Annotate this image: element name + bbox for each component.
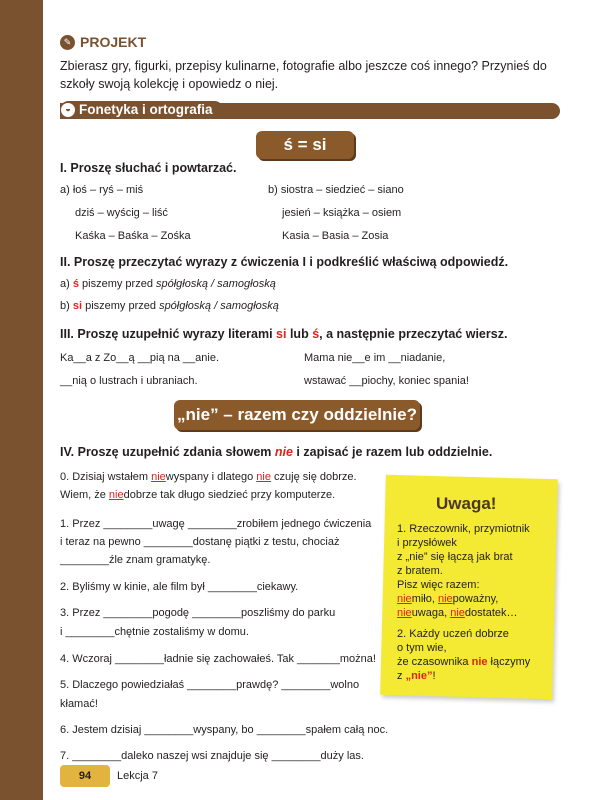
page-number: 94 <box>60 765 110 787</box>
ear-icon: ◒ <box>61 103 75 117</box>
ex4-sentence-4[interactable]: 4. Wczoraj ________ładnie się zachowałeś. Tak _______można! <box>60 653 376 665</box>
s0b-1: Wiem, że <box>60 489 109 501</box>
uw-nie-4: nie <box>450 607 465 619</box>
ex4-title-part2: i zapisać je razem lub oddzielnie. <box>292 445 493 459</box>
uwaga-p2c <box>397 656 530 668</box>
s0b-3: dobrze tak długo siedzieć przy komputerze. <box>123 489 336 501</box>
ex3-right-line2[interactable]: wstawać __piochy, koniec spania! <box>304 375 469 387</box>
uw-ex-c: uwaga, <box>411 607 451 619</box>
uw-p2c-1: że czasownika <box>397 656 472 668</box>
ex2-b-mid: piszemy przed <box>82 300 160 312</box>
uw-nie-2: nie <box>437 593 453 605</box>
ex4-title-nie: nie <box>274 445 293 459</box>
uw-p2d-3: ! <box>432 670 436 682</box>
uwaga-p2d <box>397 670 436 682</box>
ex2-b-prefix: b) <box>60 300 73 312</box>
fonetyka-title: Fonetyka i ortografia <box>79 102 213 117</box>
rule-s-si: ś = si <box>256 131 354 159</box>
ex2-a-options[interactable]: spółgłoską / samogłoską <box>156 278 276 290</box>
uw-p2d-nie: „nie” <box>405 670 433 682</box>
ex4-sentence-3a[interactable]: 3. Przez ________pogodę ________poszliśmy do parku <box>60 607 336 619</box>
uw-ex-b: poważny, <box>452 593 499 605</box>
s0b-answer: nie <box>108 489 124 501</box>
uwaga-title: Uwaga! <box>436 494 497 513</box>
uwaga-p2b: o tym wie, <box>397 642 447 654</box>
projekt-icon: ✎ <box>60 35 75 50</box>
s0a-1: 0. Dzisiaj wstałem <box>60 471 152 483</box>
uw-p2c-3: łączymy <box>487 656 531 668</box>
uwaga-p1d: z bratem. <box>397 565 443 577</box>
s0a-answer2: nie <box>256 471 271 483</box>
uw-p2d-1: z <box>397 670 406 682</box>
ex3-title-s: ś <box>312 327 320 341</box>
ex3-left-line2[interactable]: __nią o lustrach i ubraniach. <box>60 375 198 387</box>
ex2-b-letter: si <box>72 300 83 312</box>
uwaga-examples-2 <box>397 607 518 619</box>
ex1-a3: Kaśka – Baśka – Zośka <box>75 230 191 242</box>
s0a-answer1: nie <box>151 471 166 483</box>
exercise-2-title: II. Proszę przeczytać wyrazy z ćwiczenia I i podkreślić właściwą odpowiedź. <box>60 255 509 269</box>
ex1-b1: b) siostra – siedzieć – siano <box>268 184 404 196</box>
uwaga-p1b: i przysłówek <box>397 537 457 549</box>
ex1-a1: a) łoś – ryś – miś <box>60 184 144 196</box>
uwaga-p2a: 2. Każdy uczeń dobrze <box>397 628 509 640</box>
ex3-title-part2: lub <box>286 327 313 341</box>
rule-nie: „nie” – razem czy oddzielnie? <box>174 400 420 430</box>
uw-nie-1: nie <box>397 593 412 605</box>
ex4-sentence-0b <box>60 489 335 501</box>
ex2-a <box>60 278 276 290</box>
uwaga-p1a: 1. Rzeczownik, przymiotnik <box>397 523 530 535</box>
ex4-sentence-1a[interactable]: 1. Przez ________uwagę ________zrobiłem jednego ćwiczenia <box>60 518 372 530</box>
exercise-4-title <box>60 445 492 459</box>
exercise-1-title: I. Proszę słuchać i powtarzać. <box>60 161 237 175</box>
projekt-text: Zbierasz gry, figurki, przepisy kulinarne, fotografie albo jeszcze coś innego? Przynieś do szkoły swoją kolekcję i opowiedz o niej. <box>60 59 547 91</box>
uw-p2c-nie: nie <box>471 656 488 668</box>
ex1-a2: dziś – wyścig – liść <box>75 207 168 219</box>
ex4-sentence-1b[interactable]: i teraz na pewno ________dostanę piątki z testu, chociaż <box>60 536 340 548</box>
ex4-sentence-0a <box>60 471 357 483</box>
uw-ex-d: dostatek… <box>464 607 518 619</box>
uwaga-p1e: Pisz więc razem: <box>397 579 480 591</box>
ex4-sentence-5b[interactable]: kłamać! <box>60 698 98 710</box>
ex4-sentence-3b[interactable]: i ________chętnie zostaliśmy w domu. <box>60 626 249 638</box>
projekt-header <box>60 34 146 50</box>
fonetyka-header <box>60 101 223 118</box>
ex2-a-mid: piszemy przed <box>78 278 156 290</box>
s0a-3: wyspany i dlatego <box>165 471 257 483</box>
ex4-sentence-7[interactable]: 7. ________daleko naszej wsi znajduje się ________duży las. <box>60 750 364 762</box>
ex3-title-si: si <box>276 327 287 341</box>
ex4-title-part1: IV. Proszę uzupełnić zdania słowem <box>60 445 275 459</box>
ex2-b-options[interactable]: spółgłoską / samogłoską <box>159 300 279 312</box>
ex4-sentence-2[interactable]: 2. Byliśmy w kinie, ale film był ________ciekawy. <box>60 581 299 593</box>
ex2-a-prefix: a) <box>60 278 73 290</box>
projekt-title: PROJEKT <box>80 34 147 50</box>
uw-nie-3: nie <box>397 607 412 619</box>
exercise-3-title <box>60 327 507 341</box>
ex3-right-line1[interactable]: Mama nie__e im __niadanie, <box>304 352 446 364</box>
ex3-left-line1[interactable]: Ka__a z Zo__ą __pią na __anie. <box>60 352 220 364</box>
s0a-5: czuję się dobrze. <box>270 471 357 483</box>
left-margin-bar <box>0 0 43 800</box>
ex4-sentence-5a[interactable]: 5. Dlaczego powiedziałaś ________prawdę? ________wolno <box>60 679 360 691</box>
lesson-label: Lekcja 7 <box>117 770 158 782</box>
ex3-title-part1: III. Proszę uzupełnić wyrazy literami <box>60 327 277 341</box>
ex2-b <box>60 300 279 312</box>
ex4-sentence-6[interactable]: 6. Jestem dzisiaj ________wyspany, bo ________spałem całą noc. <box>60 724 389 736</box>
uwaga-p1c: z „nie” się łączą jak brat <box>397 551 513 563</box>
ex1-b2: jesień – książka – osiem <box>282 207 402 219</box>
uwaga-examples-1 <box>397 593 498 605</box>
uw-ex-a: miło, <box>411 593 438 605</box>
ex2-a-letter: ś <box>72 278 79 290</box>
ex4-sentence-1c[interactable]: ________źle znam gramatykę. <box>60 554 211 566</box>
ex3-title-part3: , a następnie przeczytać wiersz. <box>319 327 508 341</box>
ex1-b3: Kasia – Basia – Zosia <box>282 230 389 242</box>
